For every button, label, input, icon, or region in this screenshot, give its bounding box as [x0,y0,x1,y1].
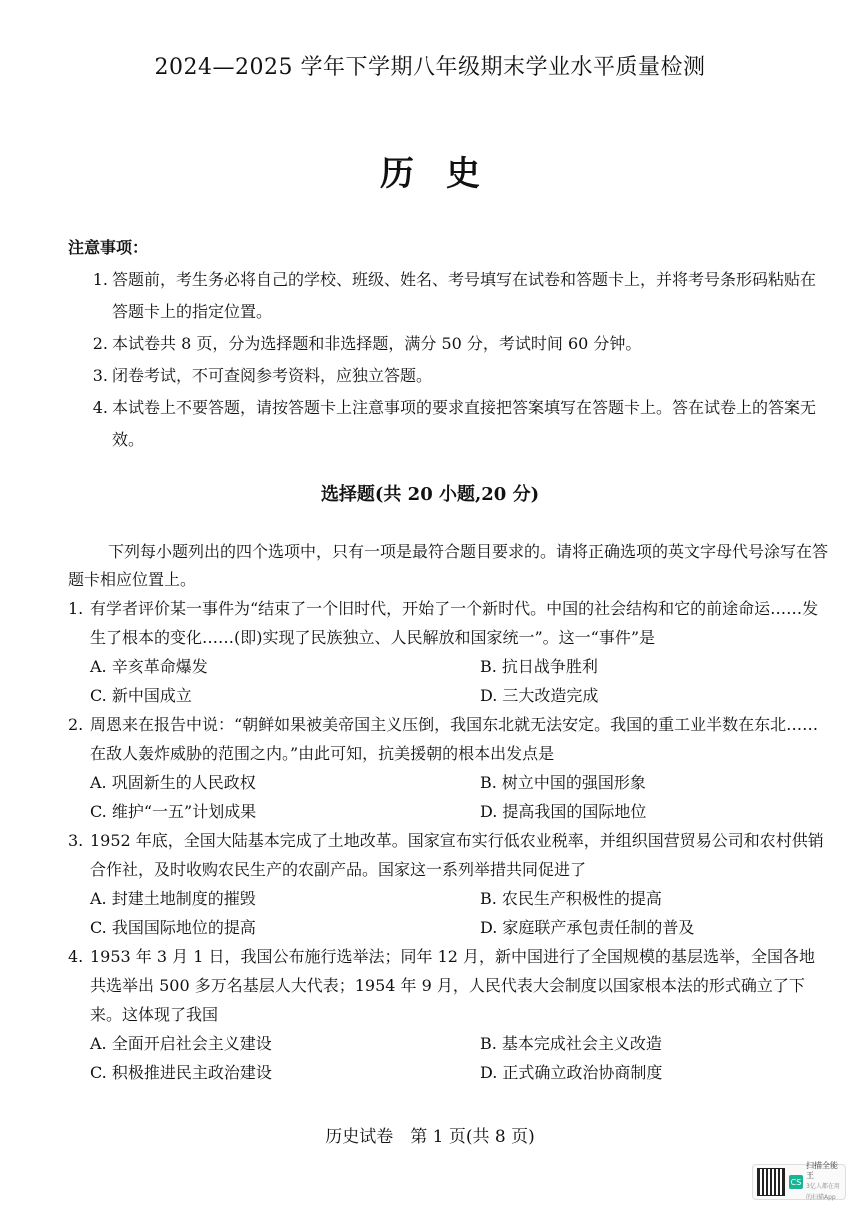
option-c: C. 积极推进民主政治建设 [90,1063,272,1082]
scanner-label [806,1161,845,1203]
option-d: D. 提高我国的国际地位 [480,802,647,821]
question-1 [68,594,828,710]
option-b: B. 农民生产积极性的提高 [480,889,662,908]
exam-header-title: 2024—2025 学年下学期八年级期末学业水平质量检测 [154,55,706,80]
section-title: 选择题(共 20 小题,20 分) [320,484,540,505]
notice-item-text: 闭卷考试，不可查阅参考资料，应独立答题。 [112,366,433,385]
notice-item-text: 本试卷上不要答题，请按答题卡上注意事项的要求直接把答案填写在答题卡上。答在试卷上的答案无效。 [112,398,817,449]
camscanner-logo-icon: CS [789,1175,803,1189]
option-c: C. 我国国际地位的提高 [90,918,256,937]
section-instructions: 下列每小题列出的四个选项中，只有一项是最符合题目要求的。请将正确选项的英文字母代号涂写在答题卡相应位置上。 [68,542,829,589]
notice-heading: 注意事项： [68,238,149,257]
scanner-label-main: 扫描全能王 [806,1161,838,1180]
option-b: B. 树立中国的强国形象 [480,773,646,792]
question-stem: 有学者评价某一事件为“结束了一个旧时代，开始了一个新时代。中国的社会结构和它的前途命运……发生了根本的变化……(即)实现了民族独立、人民解放和国家统一”。这一“事件”是 [90,599,819,647]
notice-item-text: 本试卷共 8 页，分为选择题和非选择题，满分 50 分，考试时间 60 分钟。 [112,334,642,353]
option-c: C. 新中国成立 [90,686,192,705]
question-stem: 1953 年 3 月 1 日，我国公布施行选举法；同年 12 月，新中国进行了全国规模的基层选举，全国各地共选举出 500 多万名基层人大代表；1954 年 9 月，人民代表大会制度以国家根本法的形式确立了下来。这体现了我国 [90,947,816,1024]
option-a: A. 巩固新生的人民政权 [90,773,256,792]
notice-item-number: 2. [92,334,108,353]
question-number: 2. [68,715,84,734]
question-list [68,594,828,1087]
notice-item-number: 1. [92,270,108,289]
question-2 [68,710,828,826]
scanner-watermark [752,1161,846,1201]
option-d: D. 家庭联产承包责任制的普及 [480,918,695,937]
notice-item [68,264,828,328]
question-4 [68,942,828,1087]
subject-title: 历史 [380,154,512,194]
question-number: 3. [68,831,84,850]
question-stem: 1952 年底，全国大陆基本完成了土地改革。国家宣布实行低农业税率，并组织国营贸易公司和农村供销合作社，及时收购农民生产的农副产品。国家这一系列举措共同促进了 [90,831,824,879]
notice-item [68,328,828,360]
notice-item-number: 3. [92,366,108,385]
option-b: B. 基本完成社会主义改造 [480,1034,662,1053]
scanner-label-sub: 3亿人都在用的扫描App [806,1183,840,1201]
qr-code-icon [757,1168,785,1196]
option-a: A. 全面开启社会主义建设 [90,1034,272,1053]
option-a: A. 辛亥革命爆发 [90,657,208,676]
option-c: C. 维护“一五”计划成果 [90,802,257,821]
page-footer: 历史试卷 第 1 页(共 8 页) [325,1127,535,1147]
option-list [68,768,828,826]
option-list [68,652,828,710]
question-3 [68,826,828,942]
notice-item-number: 4. [92,398,108,417]
option-list [68,1029,828,1087]
option-list [68,884,828,942]
notice-item-text: 答题前，考生务必将自己的学校、班级、姓名、考号填写在试卷和答题卡上，并将考号条形码粘贴在答题卡上的指定位置。 [112,270,817,321]
option-b: B. 抗日战争胜利 [480,657,598,676]
option-d: D. 三大改造完成 [480,686,599,705]
question-stem: 周恩来在报告中说：“朝鲜如果被美帝国主义压倒，我国东北就无法安定。我国的重工业半数在东北……在敌人轰炸威胁的范围之内。”由此可知，抗美援朝的根本出发点是 [90,715,819,763]
notice-item [68,392,828,456]
option-d: D. 正式确立政治协商制度 [480,1063,663,1082]
option-a: A. 封建土地制度的摧毁 [90,889,256,908]
question-number: 4. [68,947,84,966]
question-number: 1. [68,599,84,618]
notice-item [68,360,828,392]
notice-section [68,232,828,456]
